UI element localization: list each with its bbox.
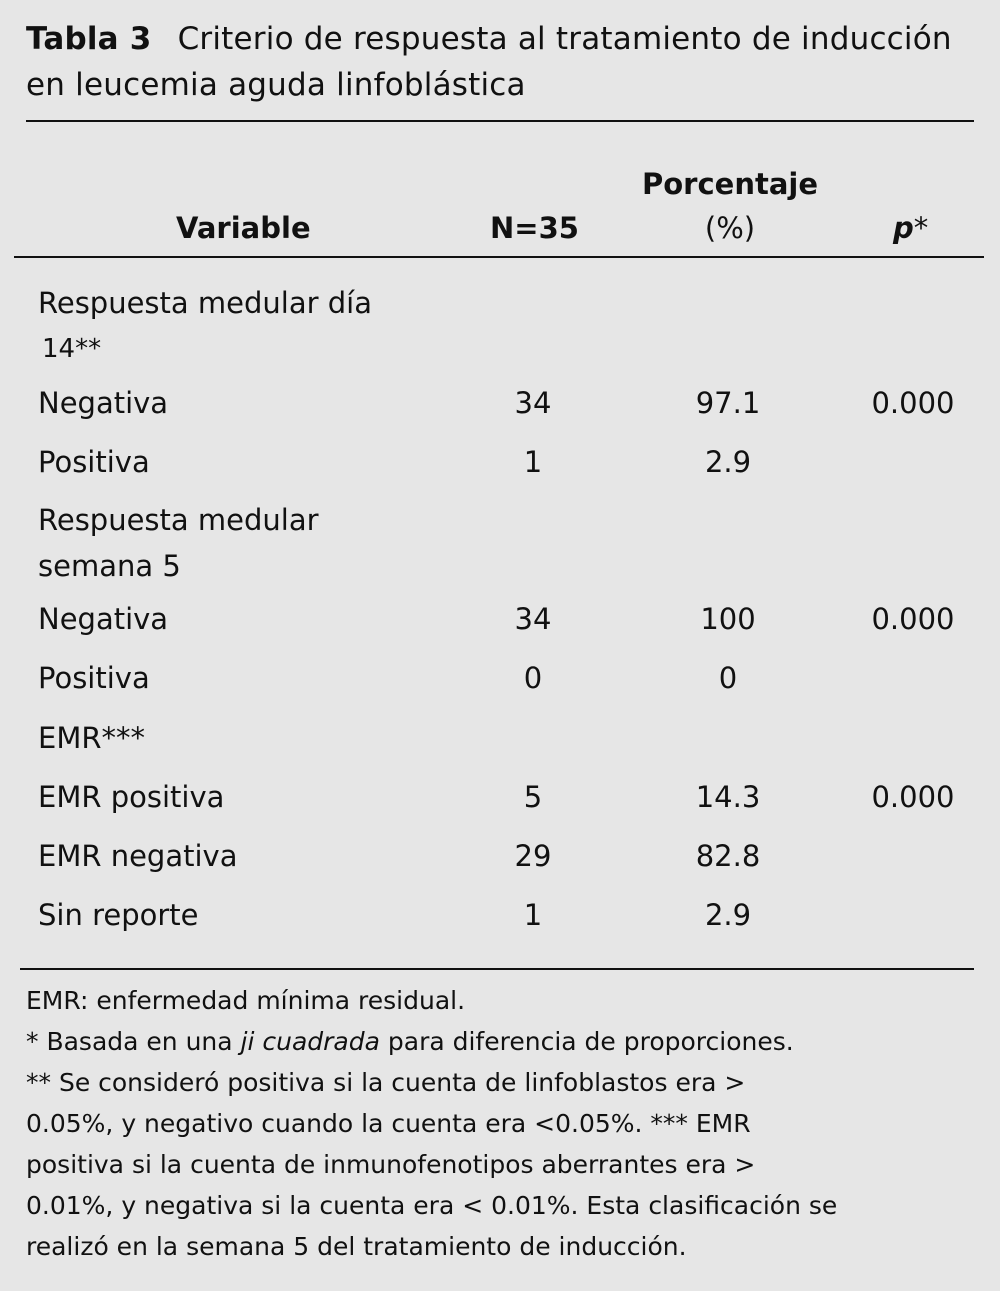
row-p-value: 0.000 xyxy=(871,780,955,814)
table-title xyxy=(26,16,986,108)
row-n: 1 xyxy=(523,898,543,932)
title-line-1 xyxy=(26,16,986,62)
group-label xyxy=(38,280,372,372)
row-n: 34 xyxy=(514,602,552,636)
title-text: Criterio de respuesta al tratamiento de inducción xyxy=(177,21,952,57)
table-label: Tabla 3 xyxy=(26,21,152,57)
footnote-statistic-post: para diferencia de proporciones. xyxy=(379,1027,794,1056)
header-p-letter: p xyxy=(893,211,914,245)
header-variable: Variable xyxy=(176,211,311,245)
row-percentage: 0 xyxy=(718,661,738,695)
footnote-statistic xyxy=(26,1021,986,1062)
footnote-statistic-pre: * Basada en una xyxy=(26,1027,241,1056)
row-percentage: 2.9 xyxy=(704,898,752,932)
row-percentage: 2.9 xyxy=(704,445,752,479)
table-footnotes xyxy=(26,980,986,1267)
footnote-line: 0.05%, y negativo cuando la cuenta era <0.05%. *** EMR xyxy=(26,1109,751,1138)
row-variable: Positiva xyxy=(38,661,150,695)
footnote-line: positiva si la cuenta de inmunofenotipos aberrantes era > xyxy=(26,1150,756,1179)
row-n: 1 xyxy=(523,445,543,479)
group-label xyxy=(38,715,145,761)
row-variable: EMR positiva xyxy=(38,780,225,814)
group-label-line-1: Respuesta medular día xyxy=(38,286,372,320)
footnote-line: 0.01%, y negativa si la cuenta era < 0.01%. Esta clasificación se xyxy=(26,1191,838,1220)
row-percentage: 97.1 xyxy=(695,386,761,420)
bottom-rule xyxy=(20,968,974,970)
row-n: 34 xyxy=(514,386,552,420)
footnote-abbreviation: EMR: enfermedad mínima residual. xyxy=(26,986,466,1015)
group-label-line-1: EMR*** xyxy=(38,721,145,755)
row-variable: EMR negativa xyxy=(38,839,238,873)
row-n: 29 xyxy=(514,839,552,873)
footnote-line: realizó en la semana 5 del tratamiento de inducción. xyxy=(26,1232,687,1261)
row-variable: Sin reporte xyxy=(38,898,199,932)
row-p-value: 0.000 xyxy=(871,602,955,636)
row-p-value: 0.000 xyxy=(871,386,955,420)
row-variable: Negativa xyxy=(38,602,169,636)
title-line-2: en leucemia aguda linfoblástica xyxy=(26,67,526,103)
row-n: 0 xyxy=(523,661,543,695)
header-percentage-unit: (%) xyxy=(704,211,756,245)
row-percentage: 82.8 xyxy=(695,839,761,873)
header-percentage-label: Porcentaje xyxy=(641,167,819,201)
row-percentage: 14.3 xyxy=(695,780,761,814)
header-p-mark: * xyxy=(913,211,929,245)
header-rule xyxy=(14,256,984,258)
row-percentage: 100 xyxy=(700,602,756,636)
header-p xyxy=(893,206,928,250)
top-rule xyxy=(26,120,974,122)
row-variable: Positiva xyxy=(38,445,150,479)
header-n: N=35 xyxy=(490,211,579,245)
header-percentage xyxy=(620,162,840,250)
footnote-line: ** Se consideró positiva si la cuenta de linfoblastos era > xyxy=(26,1068,746,1097)
footnote-statistic-emphasis: ji cuadrada xyxy=(240,1027,380,1056)
group-label-line-2: 14** xyxy=(42,334,102,364)
row-n: 5 xyxy=(523,780,543,814)
group-label-line-2: semana 5 xyxy=(38,549,181,583)
group-label xyxy=(38,497,319,589)
row-variable: Negativa xyxy=(38,386,169,420)
group-label-line-1: Respuesta medular xyxy=(38,503,319,537)
